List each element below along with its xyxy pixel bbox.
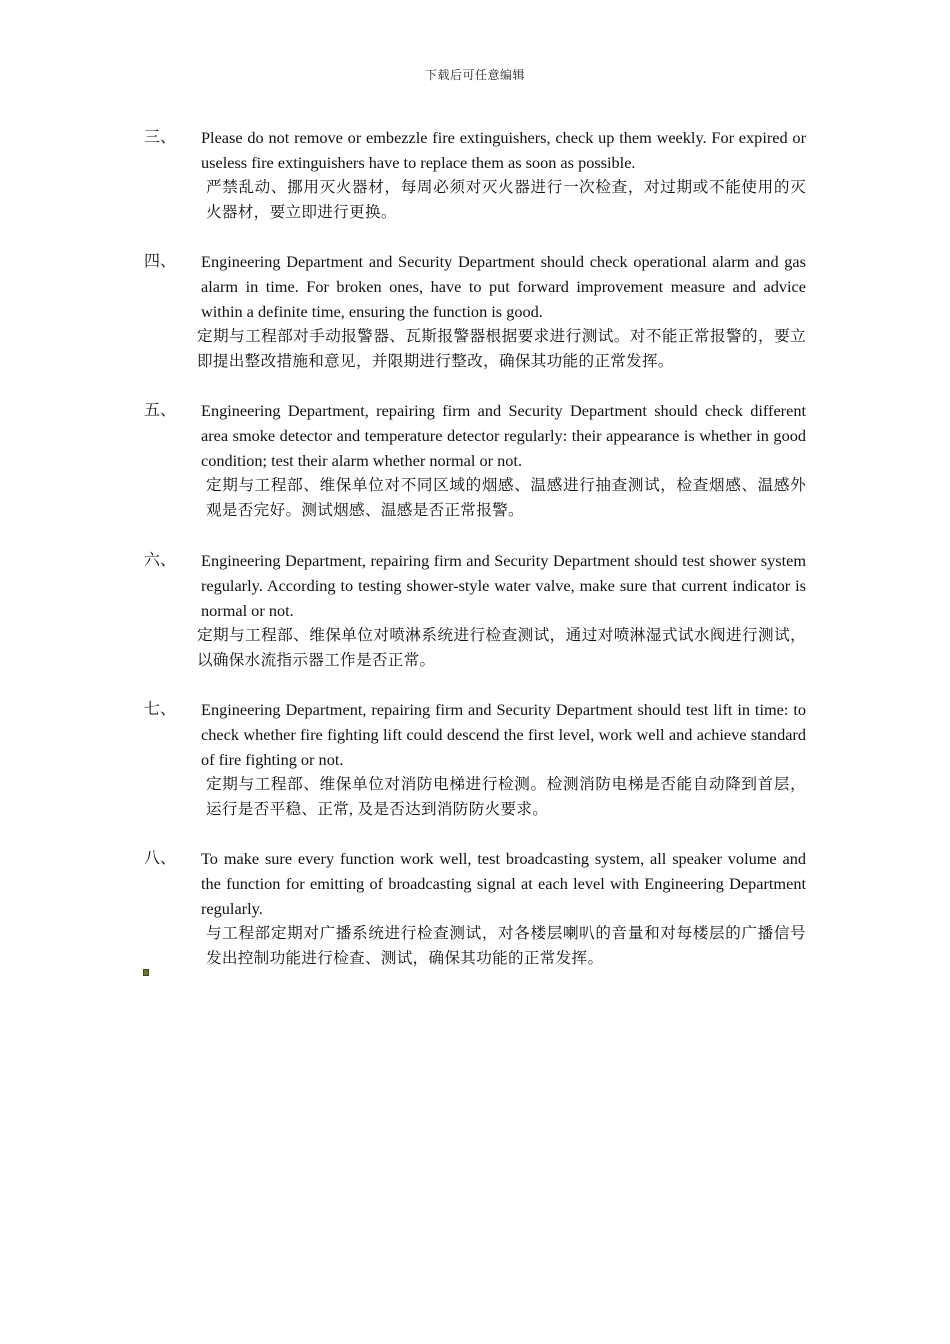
section-english-text: Engineering Department, repairing firm and Security Department should test lift in time: to check whether fire fighting lift could descend the first level, work well and achieve standard of fire fighting or not.	[201, 700, 806, 769]
section-english-text: Engineering Department and Security Department should check operational alarm and gas alarm in time. For broken ones, have to put forward improvement measure and advice within a definite time, ensuring the function is good.	[201, 252, 806, 321]
section-chinese-text: 与工程部定期对广播系统进行检查测试，对各楼层喇叭的音量和对每楼层的广播信号发出控制功能进行检查、测试，确保其功能的正常发挥。	[206, 925, 806, 967]
section-english-text: To make sure every function work well, test broadcasting system, all speaker volume and the function for emitting of broadcasting signal at each level with Engineering Department regularly.	[201, 849, 806, 918]
section-number: 六、	[144, 552, 177, 569]
section-chinese-text: 定期与工程部、维保单位对不同区域的烟感、温感进行抽查测试，检查烟感、温感外观是否完好。测试烟感、温感是否正常报警。	[206, 477, 806, 519]
section-chinese-text: 定期与工程部、维保单位对消防电梯进行检测。检测消防电梯是否能自动降到首层，运行是否平稳、正常, 及是否达到消防防火要求。	[206, 776, 806, 818]
section-number: 八、	[144, 850, 177, 867]
section-item-6	[144, 548, 806, 673]
section-item-8	[144, 846, 806, 971]
section-item-5	[144, 398, 806, 523]
section-item-7	[144, 697, 806, 822]
section-english-text: Engineering Department, repairing firm and Security Department should test shower system regularly. According to testing shower-style water valve, make sure that current indicator is normal or not.	[201, 551, 806, 620]
section-english-text: Please do not remove or embezzle fire extinguishers, check up them weekly. For expired or useless fire extinguishers have to replace them as soon as possible.	[201, 128, 806, 172]
section-item-3	[144, 125, 806, 225]
section-number: 七、	[144, 701, 177, 718]
section-number: 三、	[144, 129, 177, 146]
section-chinese-text: 定期与工程部对手动报警器、瓦斯报警器根据要求进行测试。对不能正常报警的，要立即提出整改措施和意见，并限期进行整改，确保其功能的正常发挥。	[197, 328, 806, 370]
section-chinese-text: 定期与工程部、维保单位对喷淋系统进行检查测试，通过对喷淋湿式试水阀进行测试，以确保水流指示器工作是否正常。	[197, 627, 806, 669]
section-number: 四、	[144, 253, 177, 270]
section-item-4	[144, 249, 806, 374]
section-number: 五、	[144, 402, 177, 419]
header-note: 下载后可任意编辑	[424, 68, 525, 82]
section-english-text: Engineering Department, repairing firm and Security Department should check different area smoke detector and temperature detector regularly: their appearance is whether in good condition; test their alarm whether normal or not.	[201, 401, 806, 470]
embedded-object-marker	[143, 969, 149, 976]
section-chinese-text: 严禁乱动、挪用灭火器材，每周必须对灭火器进行一次检查，对过期或不能使用的灭火器材，要立即进行更换。	[206, 179, 806, 221]
